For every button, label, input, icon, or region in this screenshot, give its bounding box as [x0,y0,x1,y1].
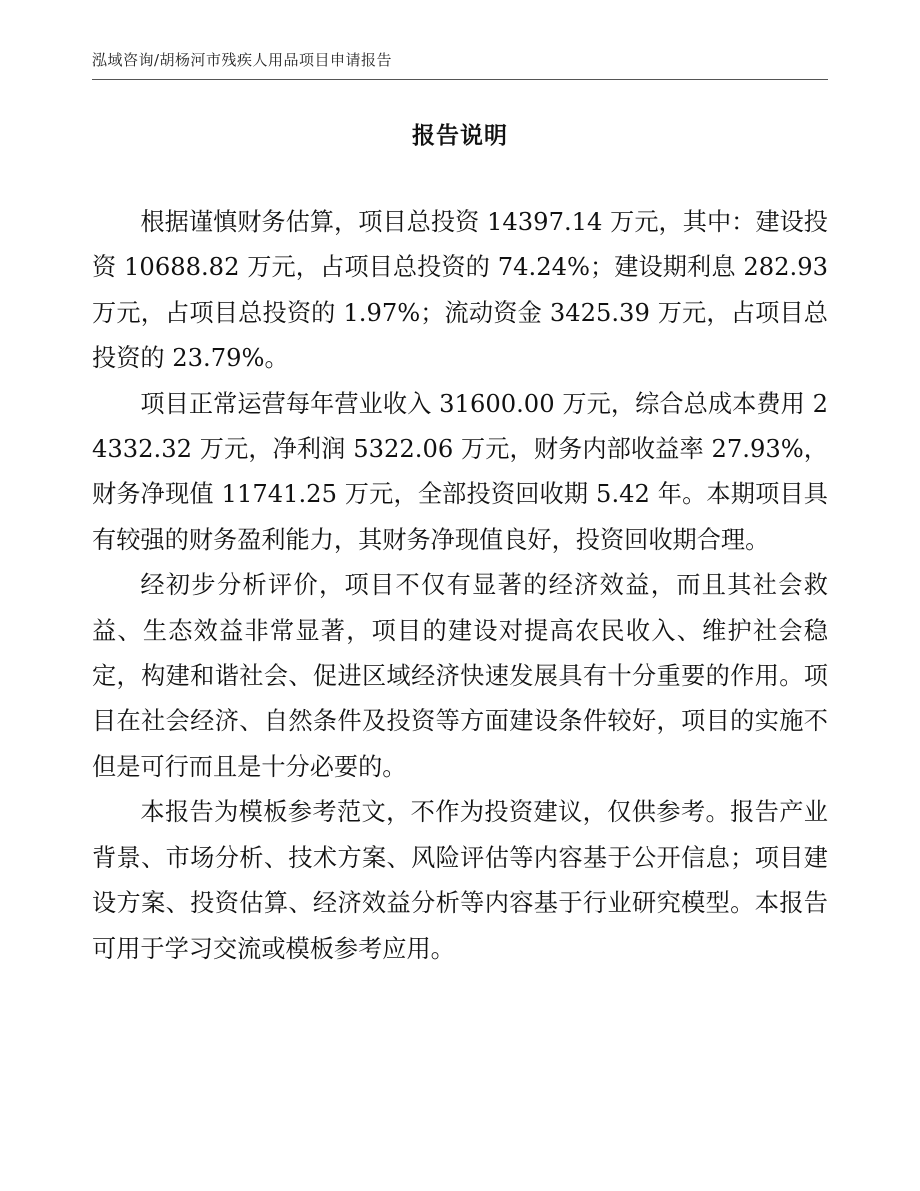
paragraph-evaluation: 经初步分析评价，项目不仅有显著的经济效益，而且其社会救益、生态效益非常显著，项目的建设对提高农民收入、维护社会稳定，构建和谐社会、促进区域经济快速发展具有十分重要的作用。项目在社会经济、自然条件及投资等方面建设条件较好，项目的实施不但是可行而且是十分必要的。 [92,571,828,781]
running-header: 泓域咨询/胡杨河市残疾人用品项目申请报告 [92,51,393,69]
page-title: 报告说明 [412,123,508,149]
paragraph-financials: 项目正常运营每年营业收入 31600.00 万元，综合总成本费用 24332.32 万元，净利润 5322.06 万元，财务内部收益率 27.93%，财务净现值 11741.25 万元，全部投资回收期 5.42 年。本期项目具有较强的财务盈利能力，其财务净现值良好，投资回收期合理。 [92,389,828,554]
paragraph-disclaimer: 本报告为模板参考范文，不作为投资建议，仅供参考。报告产业背景、市场分析、技术方案、风险评估等内容基于公开信息；项目建设方案、投资估算、经济效益分析等内容基于行业研究模型。本报告可用于学习交流或模板参考应用。 [92,798,828,963]
header-divider [92,79,828,80]
document-body [92,200,828,972]
paragraph-investment: 根据谨慎财务估算，项目总投资 14397.14 万元，其中：建设投资 10688.82 万元，占项目总投资的 74.24%；建设期利息 282.93 万元，占项目总投资的 1.97%；流动资金 3425.39 万元，占项目总投资的 23.79%。 [92,208,828,373]
